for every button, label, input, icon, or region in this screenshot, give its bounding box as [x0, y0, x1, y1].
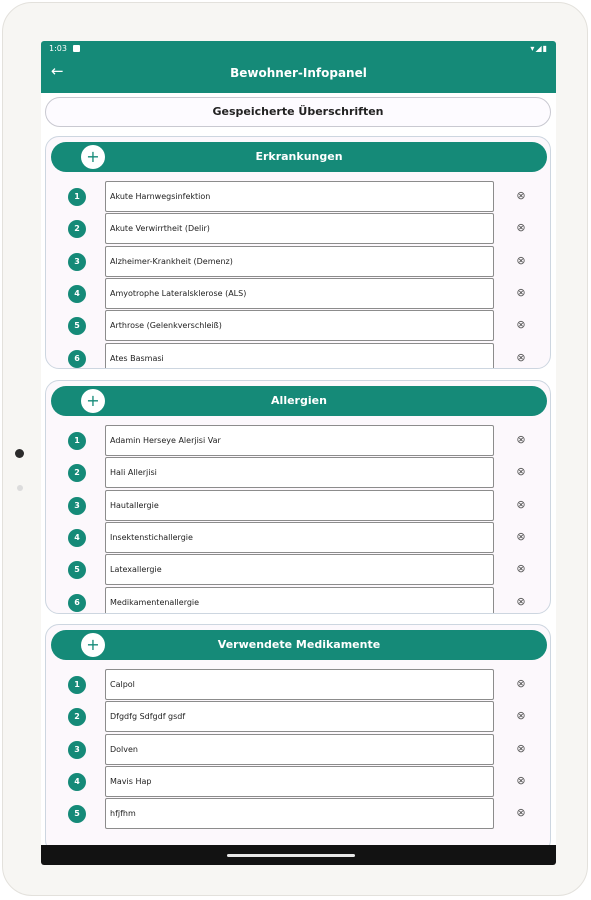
remove-circle-icon[interactable]: ⊗ [516, 562, 526, 576]
section-card [45, 624, 551, 854]
app-bar [41, 41, 556, 93]
item-number-badge: 2 [68, 220, 86, 238]
list-item [46, 766, 551, 798]
list-item [46, 310, 551, 342]
list-item [46, 522, 551, 554]
remove-circle-icon[interactable]: ⊗ [516, 285, 526, 299]
section-header [51, 630, 547, 660]
item-number-badge: 6 [68, 350, 86, 368]
item-text-field[interactable]: Alzheimer-Krankheit (Demenz) [105, 246, 494, 277]
remove-circle-icon[interactable]: ⊗ [516, 741, 526, 755]
item-number-badge: 4 [68, 285, 86, 303]
notification-icon [73, 45, 80, 52]
light-sensor [17, 485, 23, 491]
section-title: Verwendete Medikamente [217, 638, 381, 651]
list-item [46, 181, 551, 213]
add-item-button[interactable]: + [81, 389, 105, 413]
remove-circle-icon[interactable]: ⊗ [516, 318, 526, 332]
item-text-field[interactable]: Medikamentenallergie [105, 587, 494, 615]
remove-circle-icon[interactable]: ⊗ [516, 497, 526, 511]
item-number-badge: 6 [68, 594, 86, 612]
item-text-field[interactable]: Ates Basmasi [105, 343, 494, 370]
tablet-frame [2, 2, 588, 896]
remove-circle-icon[interactable]: ⊗ [516, 677, 526, 690]
list-item [46, 457, 551, 489]
screen [41, 41, 556, 865]
status-time: 1:03 [49, 44, 67, 53]
remove-circle-icon[interactable]: ⊗ [516, 189, 526, 202]
remove-circle-icon[interactable]: ⊗ [516, 221, 526, 235]
item-text-field[interactable]: Amyotrophe Lateralsklerose (ALS) [105, 278, 494, 309]
item-text-field[interactable]: Insektenstichallergie [105, 522, 494, 553]
list-item [46, 213, 551, 245]
list-item [46, 587, 551, 615]
remove-circle-icon[interactable]: ⊗ [516, 253, 526, 267]
item-number-badge: 1 [68, 676, 86, 694]
item-text-field[interactable]: Adamin Herseye Alerjisi Var [105, 425, 494, 456]
status-bar [41, 41, 556, 57]
item-text-field[interactable]: Dfgdfg Sdfgdf gsdf [105, 701, 494, 732]
remove-circle-icon[interactable]: ⊗ [516, 594, 526, 608]
item-number-badge: 5 [68, 561, 86, 579]
section-card [45, 380, 551, 614]
saved-headings-button[interactable]: Gespeicherte Überschriften [45, 97, 551, 127]
item-number-badge: 4 [68, 529, 86, 547]
page-title: Bewohner-Infopanel [230, 66, 367, 80]
list-item [46, 425, 551, 457]
item-text-field[interactable]: Akute Verwirrtheit (Delir) [105, 213, 494, 244]
section-title: Allergien [271, 394, 327, 407]
list-item [46, 490, 551, 522]
list-item [46, 278, 551, 310]
remove-circle-icon[interactable]: ⊗ [516, 709, 526, 723]
section-card [45, 136, 551, 369]
item-text-field[interactable]: Latexallergie [105, 554, 494, 585]
remove-circle-icon[interactable]: ⊗ [516, 806, 526, 820]
section-header [51, 142, 547, 172]
add-item-button[interactable]: + [81, 145, 105, 169]
list-item [46, 246, 551, 278]
item-number-badge: 3 [68, 253, 86, 271]
item-text-field[interactable]: Arthrose (Gelenkverschleiß) [105, 310, 494, 341]
remove-circle-icon[interactable]: ⊗ [516, 465, 526, 479]
item-number-badge: 4 [68, 773, 86, 791]
item-text-field[interactable]: Hali Allerjisi [105, 457, 494, 488]
item-text-field[interactable]: Dolven [105, 734, 494, 765]
item-text-field[interactable]: hfjfhm [105, 798, 494, 829]
item-text-field[interactable]: Mavis Hap [105, 766, 494, 797]
home-gesture-handle[interactable] [227, 854, 355, 857]
remove-circle-icon[interactable]: ⊗ [516, 773, 526, 787]
item-text-field[interactable]: Hautallergie [105, 490, 494, 521]
item-text-field[interactable]: Akute Harnwegsinfektion [105, 181, 494, 212]
remove-circle-icon[interactable]: ⊗ [516, 350, 526, 364]
remove-circle-icon[interactable]: ⊗ [516, 433, 526, 446]
item-number-badge: 5 [68, 805, 86, 823]
list-item [46, 669, 551, 701]
item-number-badge: 2 [68, 708, 86, 726]
item-number-badge: 3 [68, 741, 86, 759]
list-item [46, 701, 551, 733]
item-number-badge: 2 [68, 464, 86, 482]
status-icons: ▾◢▮ [530, 44, 548, 53]
add-item-button[interactable]: + [81, 633, 105, 657]
list-item [46, 343, 551, 370]
section-title: Erkrankungen [255, 150, 343, 163]
navigation-bar [41, 845, 556, 865]
section-header [51, 386, 547, 416]
item-text-field[interactable]: Calpol [105, 669, 494, 700]
list-item [46, 798, 551, 830]
arrow-back-icon[interactable]: ← [51, 62, 64, 80]
item-number-badge: 3 [68, 497, 86, 515]
list-item [46, 554, 551, 586]
item-number-badge: 1 [68, 188, 86, 206]
item-number-badge: 1 [68, 432, 86, 450]
remove-circle-icon[interactable]: ⊗ [516, 529, 526, 543]
item-number-badge: 5 [68, 317, 86, 335]
front-camera [15, 449, 24, 458]
list-item [46, 734, 551, 766]
